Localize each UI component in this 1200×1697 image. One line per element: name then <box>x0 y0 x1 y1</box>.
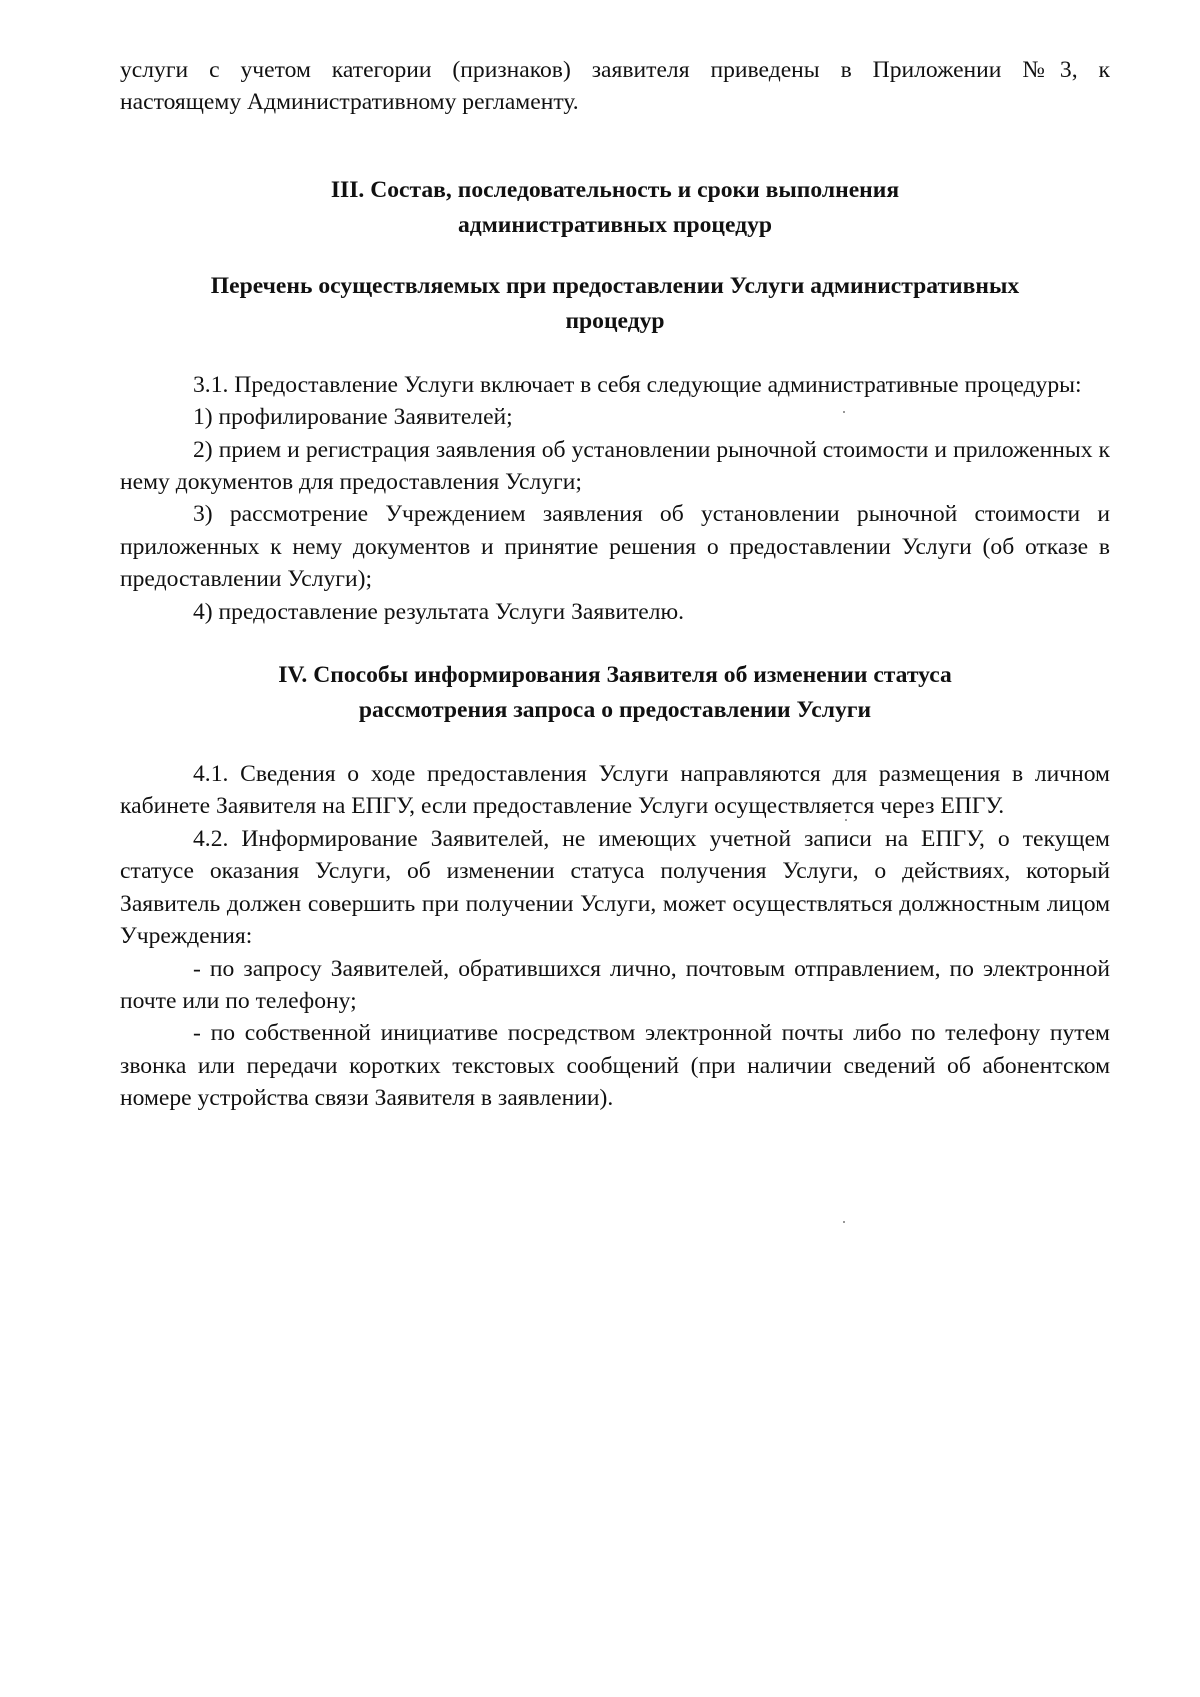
paragraph-3-1: 3.1. Предоставление Услуги включает в себя следующие административные процедуры: <box>193 371 1082 398</box>
document-body <box>120 54 1110 1115</box>
paragraph-4-2: 4.2. Информирование Заявителей, не имеющих учетной записи на ЕПГУ, о текущем статусе оказания Услуги, об изменении статуса получения Услуги, о действиях, который Заявитель должен совершить при получении Услуги, может осуществляться должностным лицом Учреждения: <box>120 825 1110 950</box>
section-4-heading-line-2: рассмотрения запроса о предоставлении Услуги <box>358 697 872 724</box>
procedure-item-2: 2) прием и регистрация заявления об установлении рыночной стоимости и приложенных к нему документов для предоставления Услуги; <box>120 436 1110 496</box>
scan-speck <box>843 1221 845 1223</box>
section-3-heading-line-1: III. Состав, последовательность и сроки выполнения <box>330 176 900 203</box>
intro-line-2: настоящему Административному регламенту. <box>120 89 579 116</box>
informing-bullet-1: - по запросу Заявителей, обратившихся лично, почтовым отправлением, по электронной почте или по телефону; <box>120 955 1110 1014</box>
section-3-subheading-line-2: процедур <box>565 307 665 334</box>
section-3-heading-line-2: административных процедур <box>458 211 772 238</box>
section-4-heading-line-1: IV. Способы информирования Заявителя об изменении статуса <box>278 662 952 689</box>
intro-line-1: услуги с учетом категории (признаков) заявителя приведены в Приложении №3, к <box>120 57 1110 83</box>
paragraph-4-1: 4.1. Сведения о ходе предоставления Услуги направляются для размещения в личном кабинете Заявителя на ЕПГУ, если предоставление Услуги осуществляется через ЕПГУ. <box>120 761 1110 820</box>
informing-bullet-2: - по собственной инициативе посредством электронной почты либо по телефону путем звонка или передачи коротких текстовых сообщений (при наличии сведений об абонентском номере устройства связи Заявителя в заявлении). <box>120 1020 1110 1112</box>
section-3-subheading-line-1: Перечень осуществляемых при предоставлении Услуги административных <box>210 272 1020 299</box>
procedure-item-1: 1) профилирование Заявителей; <box>193 404 513 431</box>
procedure-item-4: 4) предоставление результата Услуги Заявителю. <box>193 598 685 625</box>
procedure-item-3: 3) рассмотрение Учреждением заявления об установлении рыночной стоимости и приложенных к нему документов и принятие решения о предоставлении Услуги (об отказе в предоставлении Услуги); <box>120 501 1110 593</box>
